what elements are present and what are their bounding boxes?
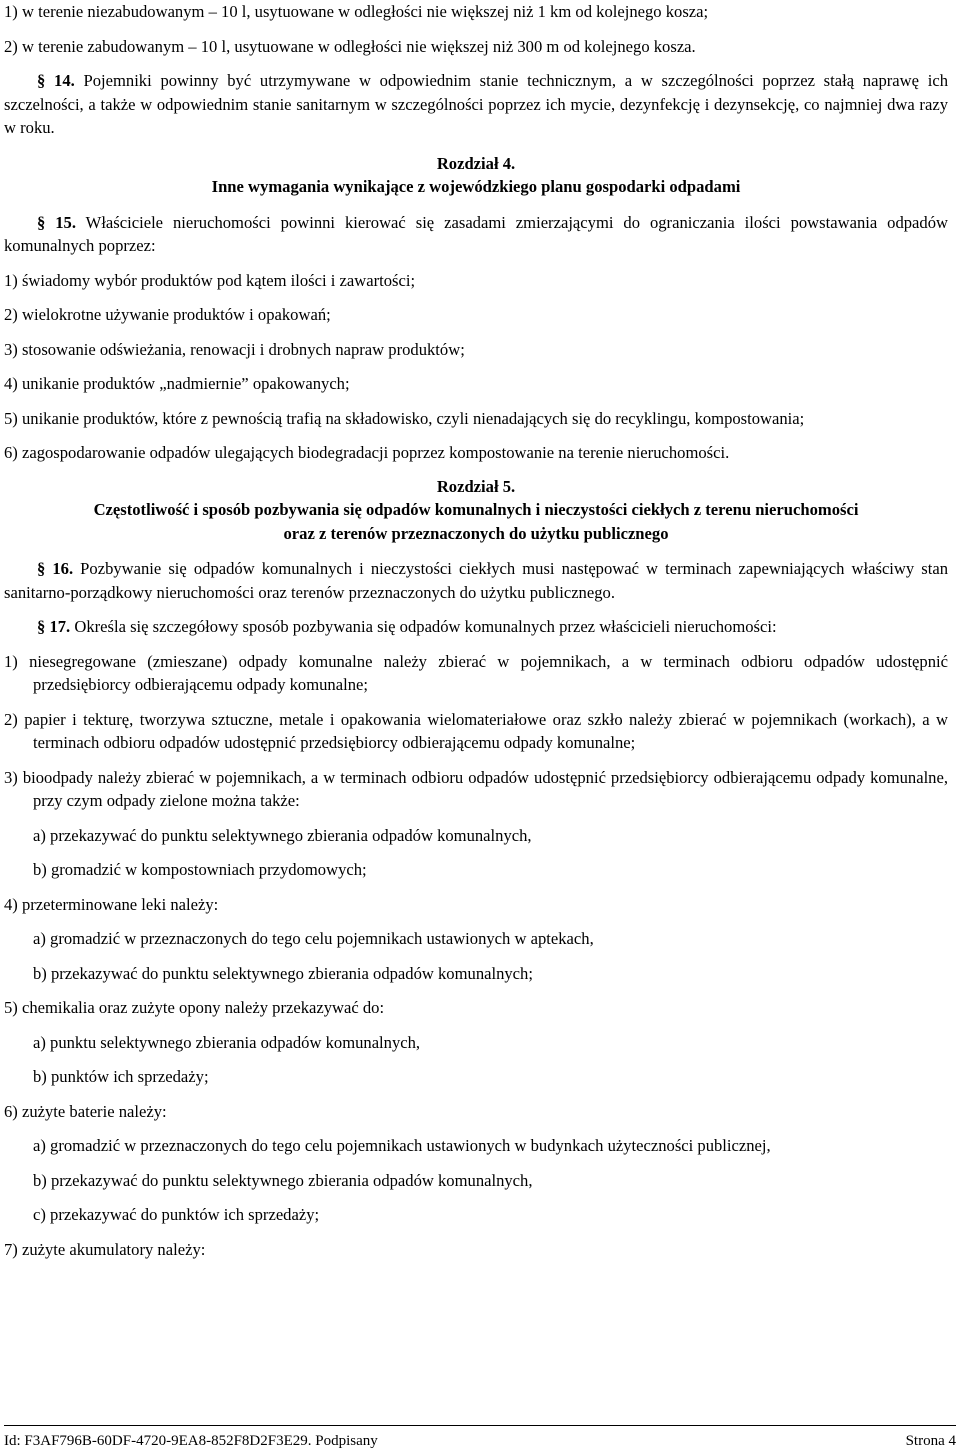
paragraph-15-text: Właściciele nieruchomości powinni kierować się zasadami zmierzającymi do ograniczania ilości powstawania odpadów komunalnych poprzez: [4, 212, 948, 255]
paragraph-14-number: § 14. [37, 71, 75, 90]
paragraph-14-text: Pojemniki powinny być utrzymywane w odpowiednim stanie technicznym, a w szczególności poprzez stałą naprawę ich szczelności, a także w odpowiednim stanie sanitarnym w szczególności poprzez ich mycie, dezynfekcję i dezynsekcję, co najmniej dwa razy w roku. [4, 71, 948, 137]
paragraph-17-item-7: 7) zużyte akumulatory należy: [4, 1239, 206, 1259]
chapter-5-label: Rozdział 5. [436, 476, 516, 496]
paragraph-17-item-4-b: b) przekazywać do punktu selektywnego zbierania odpadów komunalnych; [33, 963, 533, 983]
paragraph-15-item-1: 1) świadomy wybór produktów pod kątem ilości i zawartości; [4, 270, 416, 290]
paragraph-15-number: § 15. [37, 212, 76, 232]
paragraph-17-item-4: 4) przeterminowane leki należy: [4, 894, 219, 914]
intro-item-1: 1) w terenie niezabudowanym – 10 l, usytuowane w odległości nie większej niż 1 km od kolejnego kosza; [4, 2, 709, 21]
paragraph-17-item-1: 1) niesegregowane (zmieszane) odpady komunalne należy zbierać w pojemnikach, a w terminach odbioru odpadów udostępnić przedsiębiorcy odbierającemu odpady komunalne; [4, 651, 948, 694]
paragraph-16-text: Pozbywanie się odpadów komunalnych i nieczystości ciekłych musi następować w terminach zapewniających właściwy stan sanitarno-porządkowy nieruchomości oraz terenów przeznaczonych do użytku publicznego. [4, 559, 948, 602]
paragraph-16-number: § 16. [37, 559, 74, 578]
paragraph-17-item-6-b: b) przekazywać do punktu selektywnego zbierania odpadów komunalnych, [33, 1170, 533, 1190]
paragraph-15-item-3: 3) stosowanie odświeżania, renowacji i drobnych napraw produktów; [4, 339, 465, 359]
paragraph-15-item-2: 2) wielokrotne używanie produktów i opakowań; [4, 305, 331, 324]
paragraph-17-number: § 17. [37, 617, 71, 636]
paragraph-17-item-4-a: a) gromadzić w przeznaczonych do tego celu pojemnikach ustawionych w aptekach, [33, 929, 594, 948]
paragraph-14 [4, 69, 948, 140]
document-id: Id: F3AF796B-60DF-4720-9EA8-852F8D2F3E29. Podpisany [4, 1433, 378, 1449]
chapter-5-title-line-2: oraz z terenów przeznaczonych do użytku publicznego [283, 523, 669, 543]
paragraph-17-item-3-b: b) gromadzić w kompostowniach przydomowych; [33, 860, 367, 879]
paragraph-17-item-6: 6) zużyte baterie należy: [4, 1101, 167, 1121]
paragraph-17 [4, 615, 948, 639]
chapter-4-label: Rozdział 4. [436, 153, 516, 173]
chapter-4-title: Inne wymagania wynikające z wojewódzkiego planu gospodarki odpadami [211, 177, 741, 196]
intro-item-2: 2) w terenie zabudowanym – 10 l, usytuowane w odległości nie większej niż 300 m od kolejnego kosza. [4, 36, 696, 56]
document-content [4, 0, 948, 1261]
paragraph-17-item-3: 3) bioodpady należy zbierać w pojemnikach, a w terminach odbioru odpadów udostępnić przedsiębiorcy odbierającemu odpady komunalne, przy czym odpady zielone można także: [4, 767, 948, 810]
paragraph-17-text: Określa się szczegółowy sposób pozbywania się odpadów komunalnych przez właścicieli nieruchomości: [70, 617, 777, 636]
paragraph-17-item-5-a: a) punktu selektywnego zbierania odpadów komunalnych, [33, 1032, 421, 1052]
paragraph-15-item-5: 5) unikanie produktów, które z pewnością trafią na składowisko, czyli nienadających się do recyklingu, kompostowania; [4, 408, 805, 428]
page-footer [4, 1425, 956, 1450]
paragraph-15-item-4: 4) unikanie produktów „nadmiernie” opakowanych; [4, 374, 350, 393]
paragraph-17-item-5-b: b) punktów ich sprzedaży; [33, 1067, 209, 1086]
paragraph-17-item-6-a: a) gromadzić w przeznaczonych do tego celu pojemnikach ustawionych w budynkach użyteczności publicznej, [33, 1136, 771, 1155]
paragraph-15 [4, 211, 948, 258]
paragraph-16 [4, 557, 948, 604]
page-number: Strona 4 [905, 1433, 956, 1449]
chapter-5-title-line-1: Częstotliwość i sposób pozbywania się odpadów komunalnych i nieczystości ciekłych z terenu nieruchomości [93, 500, 859, 519]
paragraph-17-item-3-a: a) przekazywać do punktu selektywnego zbierania odpadów komunalnych, [33, 825, 532, 845]
paragraph-15-item-6: 6) zagospodarowanie odpadów ulegających biodegradacji poprzez kompostowanie na terenie nieruchomości. [4, 443, 730, 462]
paragraph-17-item-6-c: c) przekazywać do punktów ich sprzedaży; [33, 1205, 320, 1224]
paragraph-17-item-2: 2) papier i tekturę, tworzywa sztuczne, metale i opakowania wielomateriałowe oraz szkło należy zbierać w pojemnikach (workach), a w terminach odbioru odpadów udostępnić przedsiębiorcy odbierającemu odpady komunalne; [4, 709, 948, 752]
paragraph-17-item-5: 5) chemikalia oraz zużyte opony należy przekazywać do: [4, 998, 385, 1017]
